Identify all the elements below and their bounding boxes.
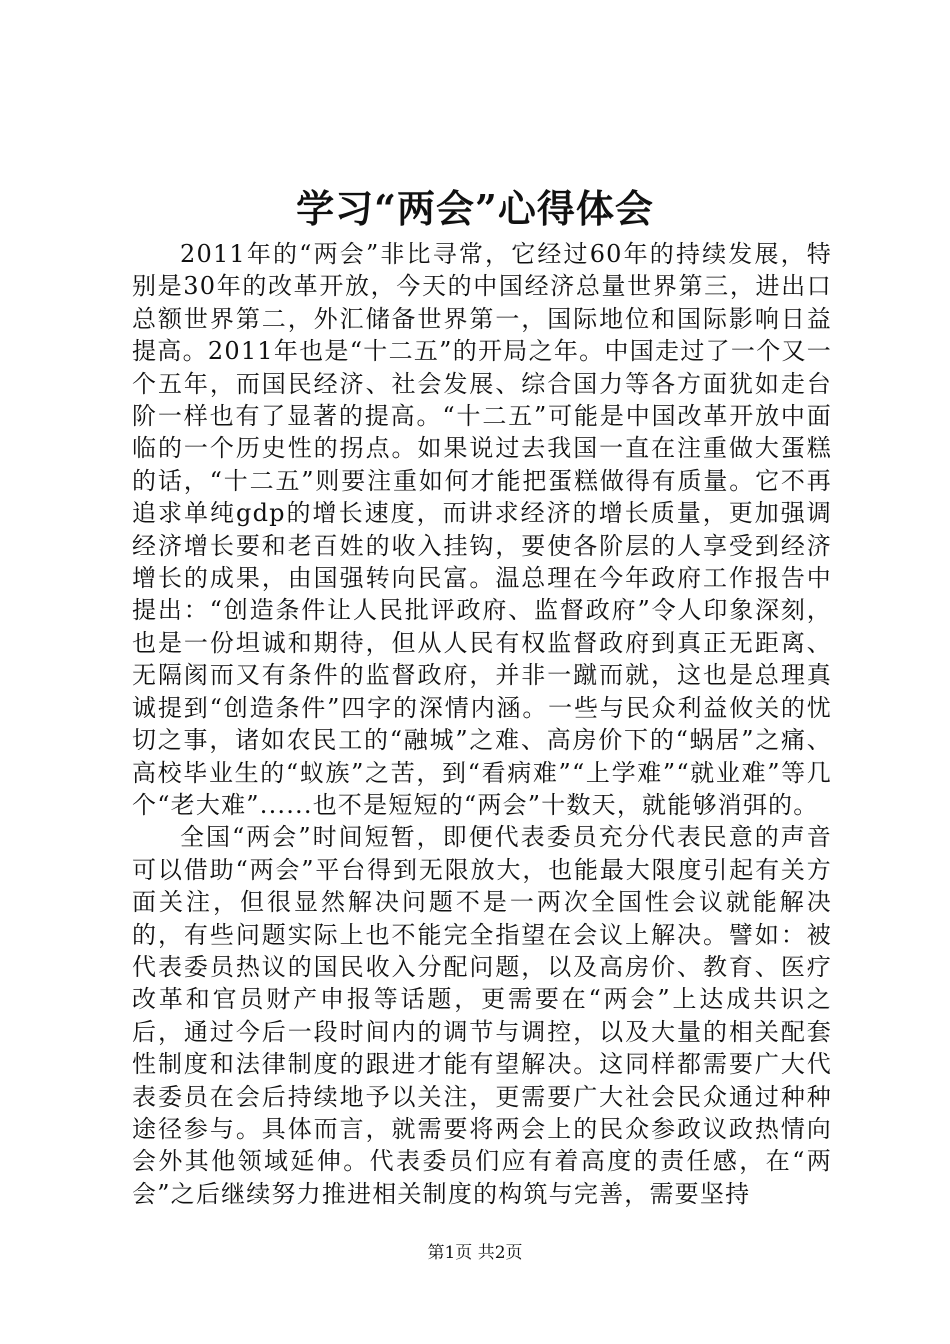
document-body bbox=[132, 238, 832, 1210]
paragraph-2: 全国“两会”时间短暂，即便代表委员充分代表民意的声音可以借助“两会”平台得到无限放大，也能最大限度引起有关方面关注，但很显然解决问题不是一两次全国性会议就能解决的，有些问题实际上也不能完全指望在会议上解决。譬如：被代表委员热议的国民收入分配问题，以及高房价、教育、医疗改革和官员财产申报等话题，更需要在“两会”上达成共识之后，通过今后一段时间内的调节与调控，以及大量的相关配套性制度和法律制度的跟进才能有望解决。这同样都需要广大代表委员在会后持续地予以关注，更需要广大社会民众通过种种途径参与。具体而言，就需要将两会上的民众参政议政热情向会外其他领域延伸。代表委员们应有着高度的责任感，在“两会”之后继续努力推进相关制度的构筑与完善，需要坚持 bbox=[132, 823, 832, 1208]
document-title: 学习“两会”心得体会 bbox=[296, 186, 654, 231]
paragraph-1: 2011年的“两会”非比寻常，它经过60年的持续发展，特别是30年的改革开放，今天的中国经济总量世界第三，进出口总额世界第二，外汇储备世界第一，国际地位和国际影响日益提高。2011年也是“十二五”的开局之年。中国走过了一个又一个五年，而国民经济、社会发展、综合国力等各方面犹如走台阶一样也有了显著的提高。“十二五”可能是中国改革开放中面临的一个历史性的拐点。如果说过去我国一直在注重做大蛋糕的话，“十二五”则要注重如何才能把蛋糕做得有质量。它不再追求单纯gdp的增长速度，而讲求经济的增长质量，更加强调经济增长要和老百姓的收入挂钩，要使各阶层的人享受到经济增长的成果，由国强转向民富。温总理在今年政府工作报告中提出：“创造条件让人民批评政府、监督政府”令人印象深刻，也是一份坦诚和期待，但从人民有权监督政府到真正无距离、无隔阂而又有条件的监督政府，并非一蹴而就，这也是总理真诚提到“创造条件”四字的深情内涵。一些与民众利益攸关的忧切之事，诸如农民工的“融城”之难、高房价下的“蜗居”之痛、高校毕业生的“蚁族”之苦，到“看病难”“上学难”“就业难”等几个“老大难”......也不是短短的“两会”十数天，就能够消弭的。 bbox=[132, 240, 832, 819]
page-number-footer: 第1页 共2页 bbox=[427, 1243, 523, 1263]
